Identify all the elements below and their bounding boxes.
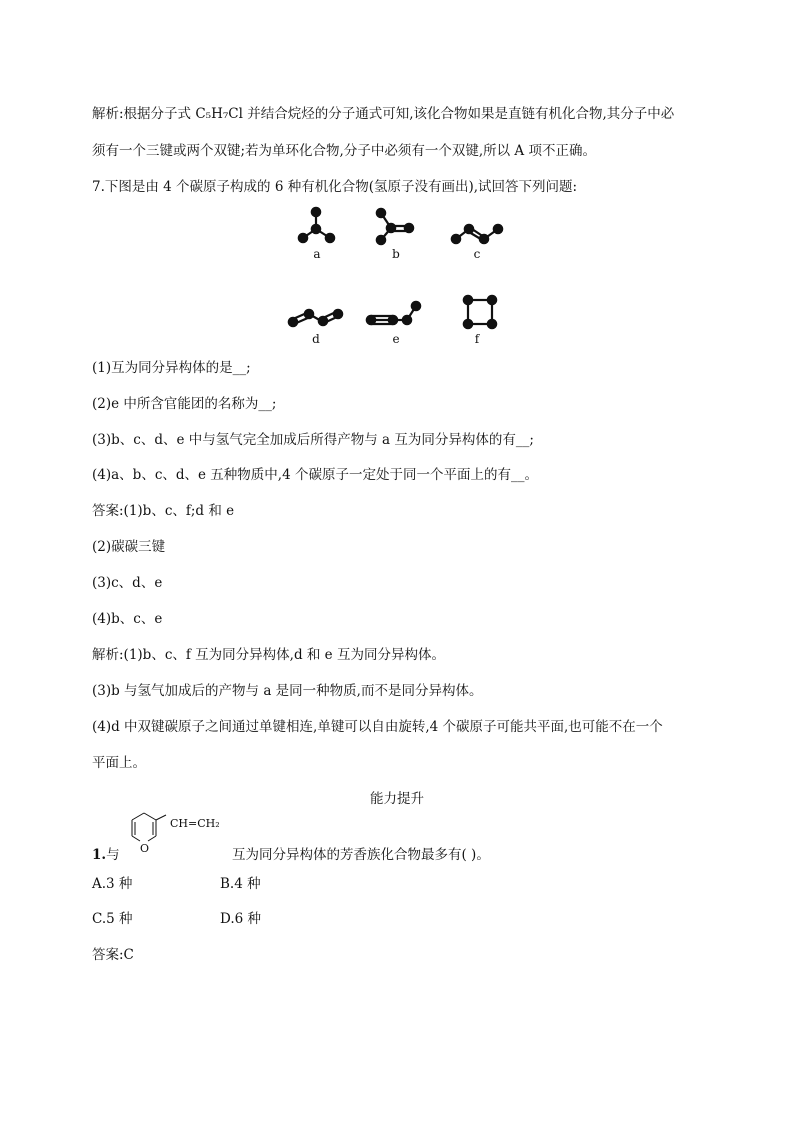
molecule-b-structure xyxy=(377,209,413,244)
question-1-answer: 答案:C xyxy=(92,947,134,963)
question-7-analysis-4: 平面上。 xyxy=(92,755,146,771)
analysis-prev-line-2: 须有一个三键或两个双键;若为单环化合物,分子中必须有一个双键,所以 A 项不正确。 xyxy=(92,143,596,159)
option-d: D.6 种 xyxy=(220,911,262,927)
question-7-answer-2: (2)碳碳三键 xyxy=(92,539,166,555)
molecule-label-f: f xyxy=(474,332,480,346)
question-1-stem-rest: 互为同分异构体的芳香族化合物最多有( )。 xyxy=(232,847,490,863)
question-7-analysis-1: 解析:(1)b、c、f 互为同分异构体,d 和 e 互为同分异构体。 xyxy=(92,647,445,663)
question-1-stem-start xyxy=(92,846,120,864)
question-7-analysis-3: (4)d 中双键碳原子之间通过单键相连,单键可以自由旋转,4 个碳原子可能共平面,也可能不在一个 xyxy=(92,719,663,735)
question-7-answer-3: (3)c、d、e xyxy=(92,575,163,591)
question-7-stem: 7.下图是由 4 个碳原子构成的 6 种有机化合物(氢原子没有画出),试回答下列问题: xyxy=(92,179,578,195)
question-7-sub-3: (3)b、c、d、e 中与氢气完全加成后所得产物与 a 互为同分异构体的有__; xyxy=(92,432,534,448)
molecule-d-structure xyxy=(289,310,342,326)
vinyl-substituent-label: CH=CH₂ xyxy=(170,817,220,830)
molecule-c-structure xyxy=(452,225,502,243)
ring-oxygen-label: O xyxy=(140,842,150,855)
question-7-answer-4: (4)b、c、e xyxy=(92,611,163,627)
question-1-number: 1. xyxy=(92,847,107,863)
option-a: A.3 种 xyxy=(92,876,133,892)
question-7-sub-4: (4)a、b、c、d、e 五种物质中,4 个碳原子一定处于同一个平面上的有__。 xyxy=(92,467,538,483)
molecule-label-b: b xyxy=(392,247,400,261)
molecule-label-e: e xyxy=(392,332,400,346)
question-7-analysis-2: (3)b 与氢气加成后的产物与 a 是同一种物质,而不是同分异构体。 xyxy=(92,683,483,699)
option-c: C.5 种 xyxy=(92,911,133,927)
molecule-a-structure xyxy=(299,208,334,242)
molecule-f-structure xyxy=(464,296,496,328)
molecule-diagrams xyxy=(0,200,794,345)
molecule-label-d: d xyxy=(312,332,320,346)
molecule-label-c: c xyxy=(473,247,481,261)
question-7-sub-2: (2)e 中所含官能团的名称为__; xyxy=(92,396,277,412)
option-b: B.4 种 xyxy=(220,876,261,892)
question-7-answer-1: 答案:(1)b、c、f;d 和 e xyxy=(92,503,235,519)
section-title: 能力提升 xyxy=(370,791,424,807)
question-1-prefix: 与 xyxy=(106,847,120,863)
question-7-sub-1: (1)互为同分异构体的是__; xyxy=(92,360,251,376)
molecule-e-structure xyxy=(367,302,420,324)
molecule-label-a: a xyxy=(313,247,321,261)
analysis-prev-line-1: 解析:根据分子式 C₅H₇Cl 并结合烷烃的分子通式可知,该化合物如果是直链有机化合物,其分子中必 xyxy=(92,106,675,122)
